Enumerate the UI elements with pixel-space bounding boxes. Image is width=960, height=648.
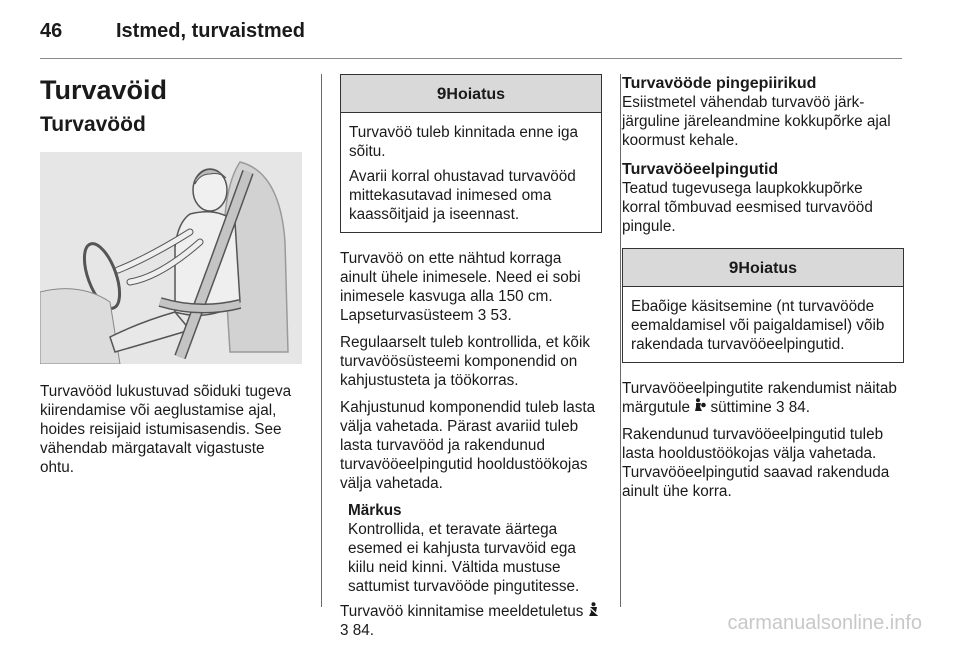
paragraph-1: Turvavöö on ette nähtud korraga ainult ühele inimesele. Need ei sobi inimesele kasvuga alla 150 cm. Lapseturvasüsteem 3 53. [340,250,581,324]
chapter-title: Istmed, turvaistmed [116,20,305,42]
load-limiter-heading: Turvavööde pingepiirikud [622,75,817,92]
warning-text-3: Ebaõige käsitsemine (nt turvavööde eemaldamisel või paigaldamisel) võib rakendada turvavööeelpingutid. [631,298,885,353]
header-divider [40,58,902,59]
seatbelt-reminder-icon [588,603,599,620]
indicator-ref: süttimine 3 84. [710,399,811,416]
paragraph-6: Rakendunud turvavööeelpingutid tuleb lasta hooldustöökojas välja vahetada. Turvavööeelpingutid saavad rakenduda ainult ühe korra. [622,426,890,500]
pretensioner-heading: Turvavööeelpingutid [622,161,779,178]
column-1 [40,74,302,485]
paragraph-2: Regulaarselt tuleb kontrollida, et kõik turvavöösüsteemi komponendid on kahjustusteta ja töökorras. [340,334,590,389]
pretensioner-text: Teatud tugevusega laupkokkupõrke korral tõmbuvad eesmised turvavööd pingule. [622,180,873,235]
warning-header-2 [623,249,903,287]
warning-triangle-icon: 9 [728,258,739,277]
reminder-text: Turvavöö kinnitamise meeldetuletus [340,603,584,620]
page-number: 46 [40,20,63,42]
paragraph-5 [622,379,904,417]
note-box [340,501,602,596]
load-limiter-text: Esiistmetel vähendab turvavöö järk-järguline järeleandmine kokkupõrke ajal koormust kehale. [622,94,891,149]
column-divider-1 [321,74,322,607]
person-seatbelt-illustration [40,152,302,364]
warning-title-2: Hoiatus [738,260,798,277]
column-2 [340,74,602,648]
section-title: Turvavöid [40,75,168,105]
warning-header [341,75,601,113]
paragraph-4 [340,602,602,640]
intro-paragraph: Turvavööd lukustuvad sõiduki tugeva kiirendamise või aeglustamise ajal, hoides reisijaid istumisasendis. See vähendab märgatavalt vigastuste ohtu. [40,383,292,476]
warning-title: Hoiatus [446,86,506,103]
reminder-ref: 3 84. [340,622,375,639]
column-3 [622,74,904,509]
warning-triangle-icon: 9 [436,84,447,103]
note-title: Märkus [348,502,402,519]
paragraph-3: Kahjustunud komponendid tuleb lasta välja vahetada. Pärast avariid tuleb lasta turvavööd ja rakendunud turvavööeelpingutid hooldustöökojas välja vahetada. [340,399,596,492]
warning-box [340,74,602,233]
indicator-text: Turvavööeelpingutite rakendumist näitab märgutule [622,380,897,416]
warning-box-2 [622,248,904,363]
section-subtitle: Turvavööd [40,113,146,136]
warning-text-2: Avarii korral ohustavad turvavööd mittekasutavad inimesed oma kaassõitjaid ja iseennast. [349,168,576,223]
warning-text-1: Turvavöö tuleb kinnitada enne iga sõitu. [349,124,579,160]
airbag-warning-icon [694,399,710,416]
watermark: carmanualsonline.info [727,612,922,634]
page-header [40,20,902,56]
column-divider-2 [620,74,621,607]
note-text: Kontrollida, et teravate äärtega esemed ei kahjusta turvavöid ega kiilu neid kinni. Vältida mustuse sattumist turvavööde pingutitesse. [348,521,580,595]
